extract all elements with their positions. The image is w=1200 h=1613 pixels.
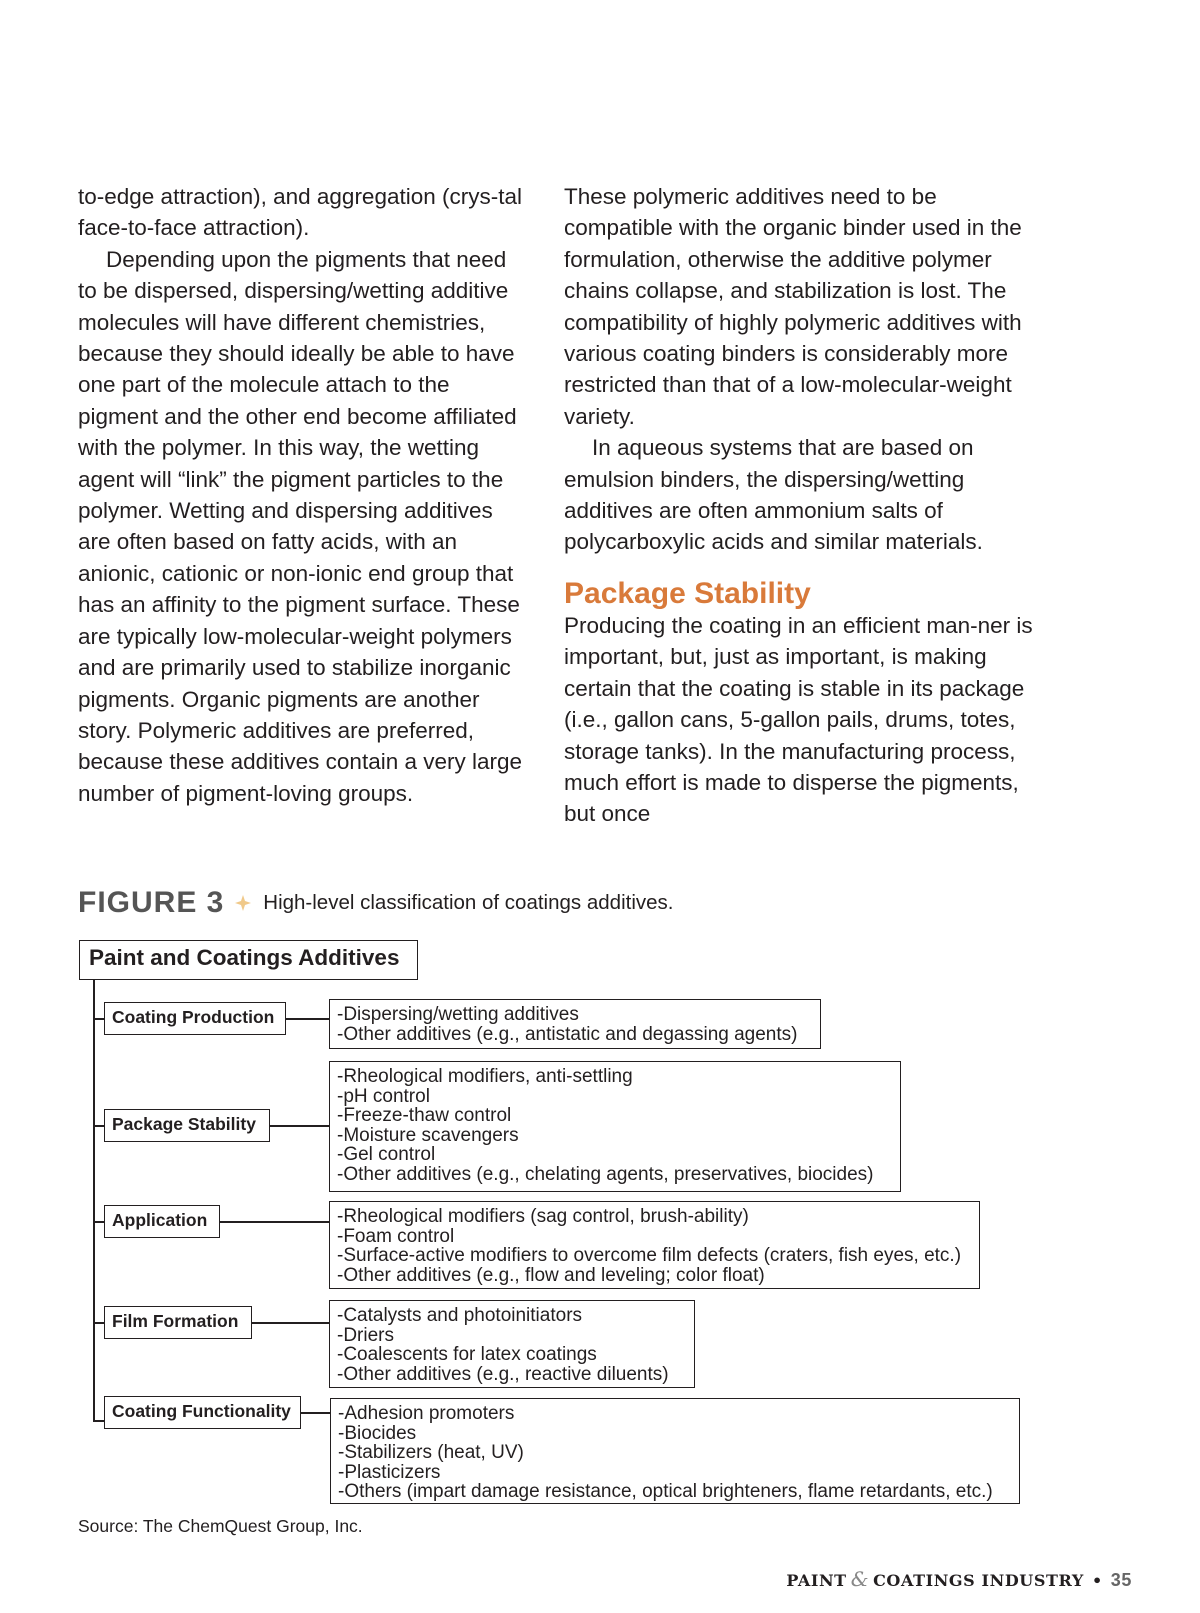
detail-item: -Rheological modifiers (sag control, brush-ability) [337, 1206, 749, 1227]
category-box-package-stability: Package Stability [104, 1109, 270, 1142]
detail-item: -Other additives (e.g., chelating agents, preservatives, biocides) [337, 1163, 874, 1185]
category-box-film-formation: Film Formation [104, 1306, 252, 1339]
connector-line [301, 1412, 330, 1414]
page-footer [786, 1567, 1132, 1591]
branch-line [93, 1221, 104, 1223]
right-paragraph-2: In aqueous systems that are based on emulsion binders, the dispersing/wetting additives are often ammonium salts of polycarboxylic acids and similar materials. [564, 435, 983, 555]
detail-item: -Surface-active modifiers to overcome film defects (craters, fish eyes, etc.) [337, 1245, 962, 1267]
category-box-application: Application [104, 1205, 220, 1238]
detail-box-application [329, 1201, 980, 1289]
publication-name-part2: COATINGS INDUSTRY [873, 1571, 1084, 1590]
detail-box-coating-production [329, 999, 821, 1049]
figure-caption [78, 886, 673, 920]
detail-item: -Other additives (e.g., flow and leveling; color float) [337, 1264, 765, 1286]
category-box-coating-production: Coating Production [104, 1002, 286, 1035]
detail-item: -Dispersing/wetting additives [337, 1004, 579, 1025]
detail-item: -Catalysts and photoinitiators [337, 1305, 583, 1326]
publication-ampersand: & [850, 1567, 870, 1591]
left-paragraph-2: Depending upon the pigments that need to be dispersed, dispersing/wetting additive molecules will have different chemistries, because they should ideally be able to have one part of the molecule attach to the pigment and the other end become affiliated with the polymer. In this way, the wetting agent will “link” the pigment particles to the polymer. Wetting and dispersing additives are often based on fatty acids, with an anionic, cationic or non-ionic end group that has an affinity to the pigment surface. These are typically low-molecular-weight polymers and are primarily used to stabilize inorganic pigments. Organic pigments are another story. Polymeric additives are preferred, because these additives contain a very large number of pigment-loving groups. [78, 246, 523, 806]
detail-box-film-formation [329, 1300, 695, 1388]
detail-item: -Moisture scavengers [337, 1124, 519, 1146]
right-paragraph-1: These polymeric additives need to be compatible with the organic binder used in the formulation, otherwise the additive polymer chains collapse, and stabilization is lost. The compatibility of highly polymeric additives with various coating binders is considerably more restricted than that of a low-molecular-weight variety. [564, 184, 1022, 429]
detail-item: -Gel control [337, 1144, 436, 1166]
connector-line [270, 1125, 329, 1127]
figure-source: Source: The ChemQuest Group, Inc. [78, 1516, 363, 1536]
publication-name-part1: PAINT [786, 1571, 847, 1590]
right-column [564, 181, 1034, 830]
detail-item: -pH control [337, 1085, 430, 1107]
detail-item: -Plasticizers [338, 1461, 441, 1483]
detail-item: -Biocides [338, 1422, 417, 1444]
detail-item: -Others (impart damage resistance, optical brighteners, flame retardants, etc.) [338, 1481, 993, 1503]
left-column [78, 181, 528, 809]
detail-item: -Foam control [337, 1225, 455, 1247]
branch-line [93, 1322, 104, 1324]
detail-box-coating-functionality [330, 1398, 1020, 1504]
detail-item: -Stabilizers (heat, UV) [338, 1442, 524, 1464]
right-paragraph-3: Producing the coating in an efficient man-ner is important, but, just as important, is making certain that the coating is stable in its package (i.e., gallon cans, 5-gallon pails, drums, totes, storage tanks). In the manufacturing process, much effort is made to disperse the pigments, but once [564, 612, 1033, 827]
section-heading-package-stability: Package Stability [564, 576, 811, 610]
connector-line [220, 1221, 329, 1223]
detail-box-package-stability [329, 1061, 901, 1192]
detail-item: -Coalescents for latex coatings [337, 1344, 597, 1366]
detail-item: -Other additives (e.g., antistatic and degassing agents) [337, 1023, 798, 1045]
detail-item: -Rheological modifiers, anti-settling [337, 1066, 633, 1087]
connector-line [252, 1322, 329, 1324]
trunk-line [93, 980, 95, 1421]
detail-item: -Driers [337, 1324, 394, 1346]
detail-item: -Other additives (e.g., reactive diluents) [337, 1363, 669, 1385]
left-paragraph-1: to-edge attraction), and aggregation (crys-tal face-to-face attraction). [78, 184, 522, 241]
figure-caption-text: High-level classification of coatings additives. [263, 891, 674, 914]
branch-line [93, 1125, 104, 1127]
page-number: 35 [1110, 1570, 1132, 1590]
diamond-bullet-icon [235, 895, 251, 911]
figure-label: FIGURE 3 [78, 886, 225, 919]
branch-line [93, 1420, 104, 1422]
root-box: Paint and Coatings Additives [79, 940, 418, 980]
detail-item: -Adhesion promoters [338, 1403, 515, 1424]
detail-item: -Freeze-thaw control [337, 1105, 512, 1127]
branch-line [93, 1018, 104, 1020]
connector-line [286, 1018, 329, 1020]
category-box-coating-functionality: Coating Functionality [104, 1396, 301, 1429]
footer-bullet: • [1091, 1571, 1103, 1590]
